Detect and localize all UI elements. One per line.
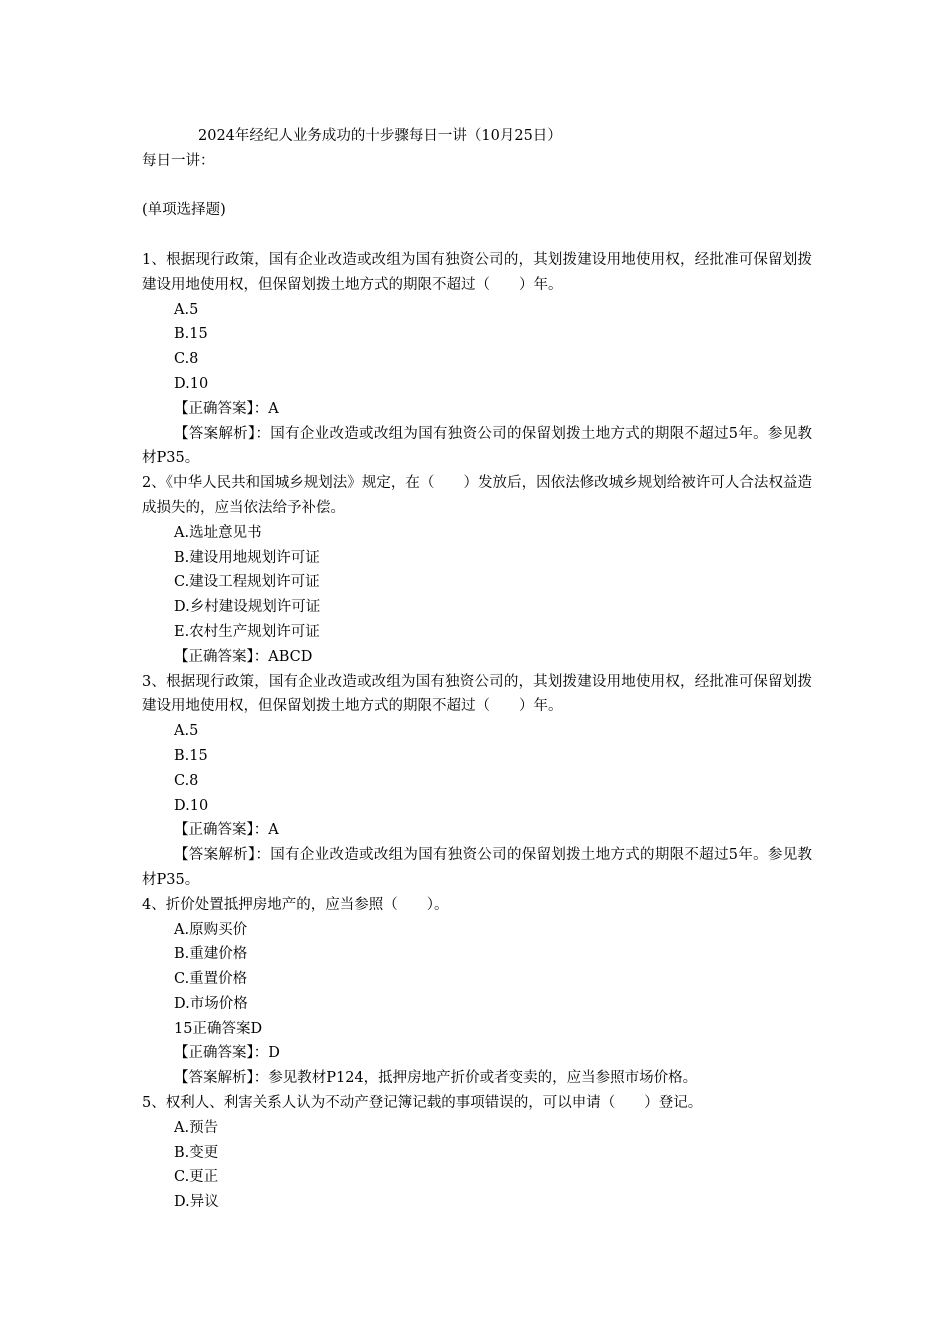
option-c: C.更正: [174, 1169, 219, 1186]
option-b: B.15: [174, 326, 208, 343]
question-4: [142, 893, 812, 1091]
option-b: B.建设用地规划许可证: [174, 549, 320, 566]
document-title: 2024年经纪人业务成功的十步骤每日一讲（10月25日）: [198, 128, 562, 144]
option-c: C.建设工程规划许可证: [174, 574, 320, 591]
question-stem: 3、根据现行政策，国有企业改造或改组为国有独资公司的，其划拨建设用地使用权，经批准可保留划拨建设用地使用权，但保留划拨土地方式的期限不超过（ ）年。: [142, 673, 812, 715]
correct-answer: 【正确答案】：A: [174, 822, 279, 839]
correct-answer: 【正确答案】：ABCD: [174, 648, 313, 665]
option-b: B.变更: [174, 1144, 219, 1161]
option-b: B.重建价格: [174, 946, 248, 963]
correct-answer: 【正确答案】：D: [174, 1045, 280, 1062]
intro-line: 每日一讲：: [142, 152, 215, 169]
section-heading: (单项选择题): [142, 202, 226, 219]
option-c: C.8: [174, 772, 199, 789]
option-d: D.市场价格: [174, 995, 248, 1012]
question-stem: 2、《中华人民共和国城乡规划法》规定，在（ ）发放后，因依法修改城乡规划给被许可人合法权益造成损失的，应当依法给予补偿。: [142, 475, 812, 516]
option-a: A.预告: [174, 1119, 219, 1136]
option-d: D.异议: [174, 1194, 219, 1211]
blank-line: [142, 174, 812, 199]
option-c: C.8: [174, 351, 199, 368]
option-e: E.农村生产规划许可证: [174, 623, 320, 640]
question-stem: 5、权利人、利害关系人认为不动产登记簿记载的事项错误的，可以申请（ ）登记。: [142, 1095, 703, 1112]
option-a: A.5: [174, 723, 199, 740]
question-stem: 1、根据现行政策，国有企业改造或改组为国有独资公司的，其划拨建设用地使用权，经批准可保留划拨建设用地使用权，但保留划拨土地方式的期限不超过（ ）年。: [142, 251, 812, 293]
option-a: A.选址意见书: [174, 524, 262, 541]
correct-answer: 【正确答案】：A: [174, 400, 279, 417]
answer-analysis: 【答案解析】：国有企业改造或改组为国有独资公司的保留划拨土地方式的期限不超过5年。参见教材P35。: [142, 425, 812, 467]
answer-analysis: 【答案解析】：参见教材P124，抵押房地产折价或者变卖的，应当参照市场价格。: [174, 1070, 698, 1087]
question-1: [142, 248, 812, 471]
question-3: [142, 670, 812, 893]
blank-line: [142, 223, 812, 248]
option-b: B.15: [174, 747, 208, 764]
option-a: A.5: [174, 301, 199, 318]
question-5: [142, 1091, 812, 1215]
document-body: [142, 124, 812, 1215]
question-stem: 4、折价处置抵押房地产的，应当参照（ ）。: [142, 896, 449, 913]
question-2: [142, 471, 812, 669]
option-d: D.乡村建设规划许可证: [174, 599, 321, 616]
option-c: C.重置价格: [174, 971, 248, 988]
option-a: A.原购买价: [174, 921, 248, 938]
option-d: D.10: [174, 375, 209, 392]
option-d: D.10: [174, 797, 209, 814]
answer-analysis: 【答案解析】：国有企业改造或改组为国有独资公司的保留划拨土地方式的期限不超过5年。参见教材P35。: [142, 847, 812, 888]
answer-note: 15正确答案D: [174, 1020, 263, 1037]
